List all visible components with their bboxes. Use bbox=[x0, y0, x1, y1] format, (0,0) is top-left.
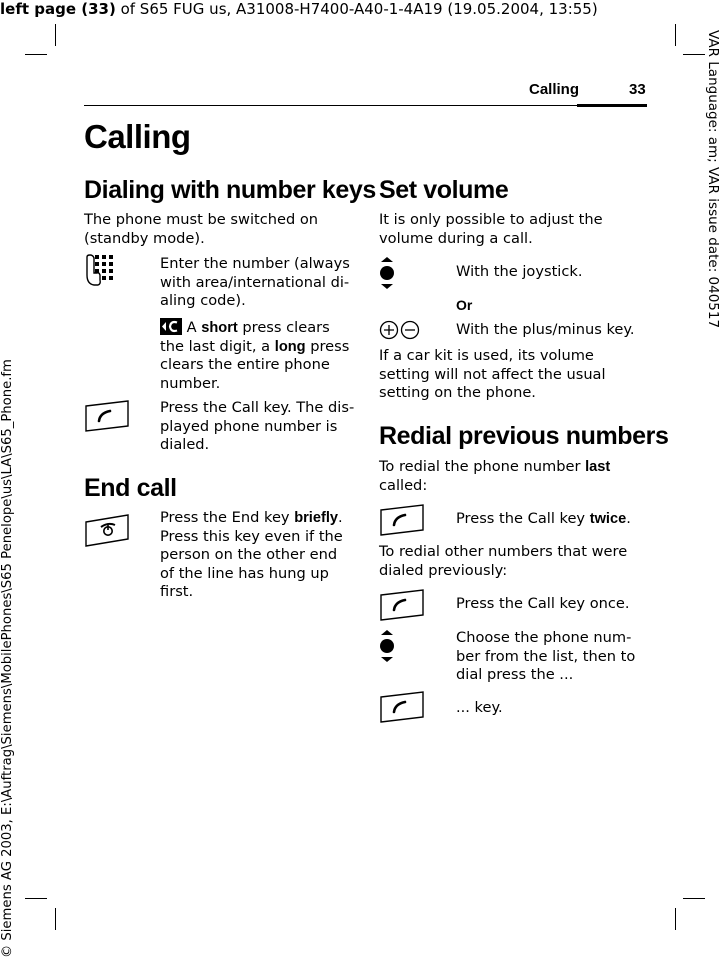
redial-intro-post: called: bbox=[379, 476, 428, 494]
redial-twice-post: . bbox=[626, 510, 631, 527]
joystick-updown-icon bbox=[379, 257, 395, 290]
page-number-bar bbox=[577, 104, 647, 107]
call-key-icon bbox=[84, 400, 130, 432]
dialing-enter-text: Enter the number (always with area/international di-aling code). bbox=[160, 255, 350, 310]
crop-mark bbox=[55, 908, 56, 930]
heading-dialing: Dialing with number keys bbox=[84, 176, 376, 204]
crop-mark bbox=[25, 898, 47, 899]
clear-post: press clears the entire phone number. bbox=[160, 337, 350, 392]
dialing-intro: The phone must be switched on (standby mode). bbox=[84, 211, 319, 247]
page-number: 33 bbox=[629, 81, 646, 98]
volume-intro: It is only possible to adjust the volume during a call. bbox=[379, 211, 603, 247]
end-call-post: . Press this key even if the person on the other end of the line has hung up first. bbox=[160, 509, 343, 601]
end-call-pre: Press the End key bbox=[160, 509, 295, 526]
call-key-icon bbox=[379, 589, 425, 621]
volume-or: Or bbox=[456, 297, 473, 313]
clear-long: long bbox=[274, 338, 306, 355]
crop-mark bbox=[683, 898, 705, 899]
file-info-line bbox=[0, 0, 598, 18]
redial-twice-kw: twice bbox=[589, 511, 627, 527]
heading-set-volume: Set volume bbox=[379, 176, 509, 204]
redial-intro-pre: To redial the phone number bbox=[379, 458, 586, 475]
end-call-text bbox=[160, 509, 355, 602]
file-info-bold: left page (33) bbox=[0, 0, 116, 18]
redial-twice-pre: Press the Call key bbox=[456, 510, 590, 527]
clear-pre: A bbox=[182, 319, 202, 336]
side-text-left: © Siemens AG 2003, E:\Auftrag\Siemens\MobilePhones\S65 Penelope\us\LA\S65_Phone.fm bbox=[0, 359, 15, 958]
joystick-updown-icon bbox=[379, 630, 395, 663]
redial-once-text: Press the Call key once. bbox=[456, 595, 630, 612]
redial-intro-last: last bbox=[585, 459, 611, 475]
clear-key-icon bbox=[160, 318, 182, 335]
heading-redial: Redial previous numbers bbox=[379, 422, 669, 450]
crop-mark bbox=[25, 54, 47, 55]
heading-end-call: End call bbox=[84, 474, 177, 502]
redial-intro bbox=[379, 458, 644, 495]
volume-joystick-text: With the joystick. bbox=[456, 263, 583, 280]
clear-mid: press clears the last digit, a bbox=[160, 319, 330, 355]
running-head-section: Calling bbox=[529, 81, 580, 98]
crop-mark bbox=[55, 24, 56, 46]
header-rule bbox=[84, 105, 647, 106]
plus-minus-icon bbox=[379, 320, 421, 340]
redial-other-intro: To redial other numbers that were dialed previously: bbox=[379, 543, 628, 579]
call-key-icon bbox=[379, 504, 425, 536]
call-key-icon bbox=[379, 691, 425, 723]
crop-mark bbox=[683, 54, 705, 55]
end-call-briefly: briefly bbox=[294, 510, 338, 526]
file-info-text: of S65 FUG us, A31008-H7400-A40-1-4A19 (19.05.2004, 13:55) bbox=[115, 0, 598, 18]
side-text-right: VAR Language: am; VAR issue date: 040517 bbox=[705, 30, 721, 329]
end-key-icon bbox=[84, 513, 130, 547]
dialing-call-text: Press the Call key. The dis-played phone number is dialed. bbox=[160, 399, 355, 454]
volume-plusminus-text: With the plus/minus key. bbox=[456, 321, 635, 338]
page-title: Calling bbox=[84, 118, 191, 155]
redial-key-text: ... key. bbox=[456, 699, 503, 716]
redial-choose-text: Choose the phone num-ber from the list, then to dial press the ... bbox=[456, 629, 636, 684]
clear-short: short bbox=[201, 320, 238, 336]
keypad-icon bbox=[84, 253, 118, 289]
volume-note: If a car kit is used, its volume setting will not affect the usual setting on the phone. bbox=[379, 347, 606, 402]
crop-mark bbox=[675, 24, 676, 46]
redial-twice-text bbox=[456, 510, 631, 529]
crop-mark bbox=[675, 908, 676, 930]
dialing-clear-text bbox=[160, 318, 355, 393]
